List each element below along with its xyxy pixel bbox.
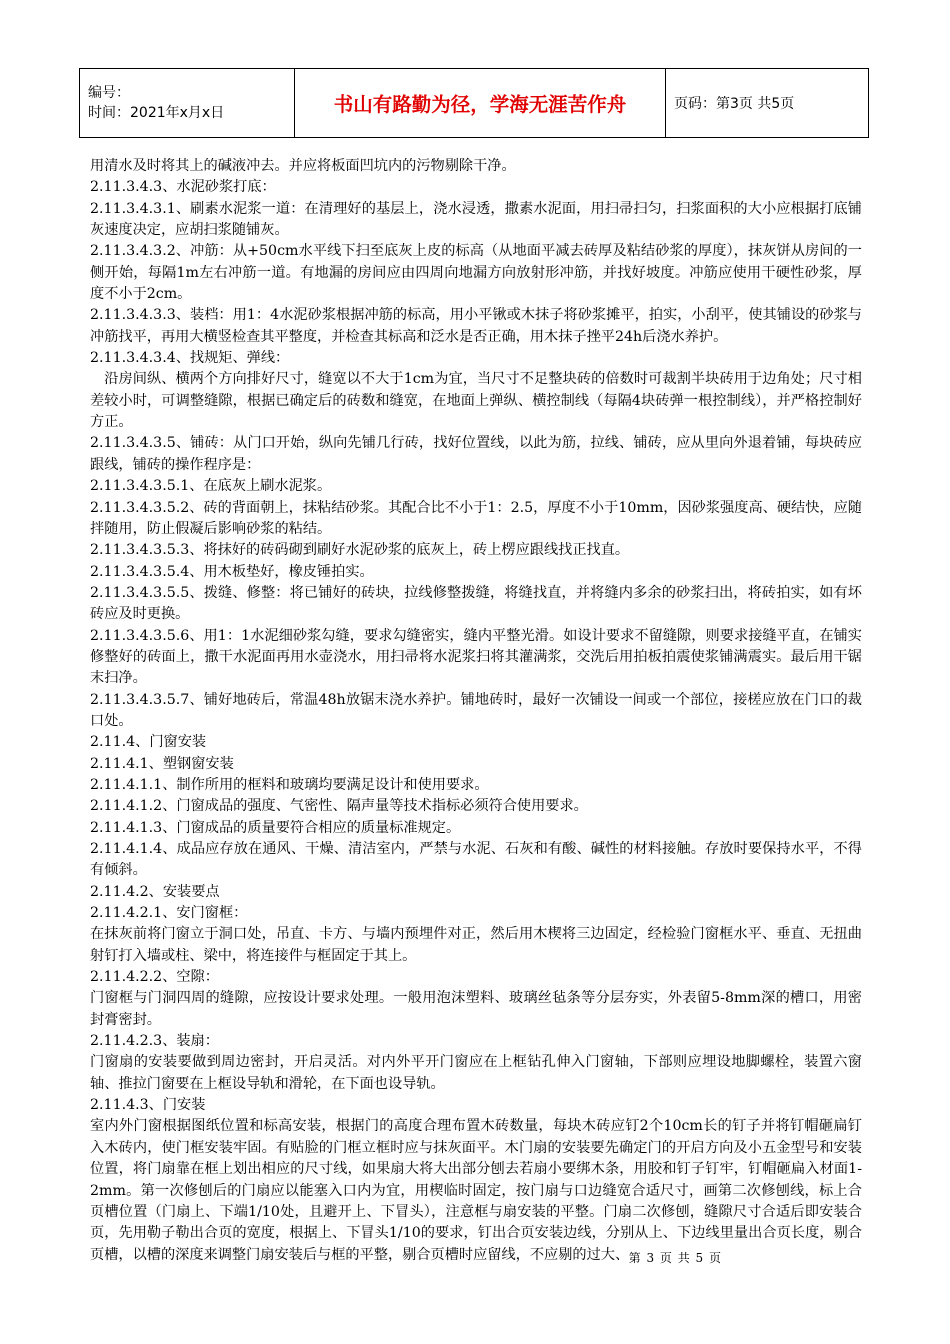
- paragraph: 2.11.3.4.3.5.7、铺好地砖后，常温48h放锯末浇水养护。铺地砖时，最好一次铺设一间或一个部位，接槎应放在门口的裁口处。: [90, 691, 862, 729]
- page-info: 页码：第3页 共5页: [666, 69, 869, 138]
- header-left-cell: [80, 69, 295, 138]
- section-heading: 2.11.4.2.3、装扇：: [90, 1033, 219, 1050]
- paragraph: 2.11.3.4.3.5.6、用1：1水泥细砂浆勾缝，要求勾缝密实，缝内平整光滑。如设计要求不留缝隙，则要求接缝平直，在铺实修整好的砖面上，撒干水泥面再用水壶浇水，用扫帚将水泥浆扫将其灌满浆，交洗后用拍板拍震使浆铺满震实。最后用干锯末扫净。: [90, 627, 862, 687]
- paragraph: 2.11.3.4.3.5.1、在底灰上刷水泥浆。: [90, 478, 332, 495]
- paragraph: 2.11.3.4.3.5.2、砖的背面朝上，抹粘结砂浆。其配合比不小于1：2.5，厚度不小于10mm，因砂浆强度高、硬结快，应随拌随用，防止假凝后影响砂浆的粘结。: [90, 499, 862, 537]
- paragraph: 在抹灰前将门窗立于洞口处，吊直、卡方、与墙内预埋件对正，然后用木楔将三边固定，经检验门窗框水平、垂直、无扭曲射钉打入墙或柱、梁中，将连接件与框固定于其上。: [90, 926, 862, 964]
- paragraph: 2.11.3.4.3.5.5、拨缝、修整：将已铺好的砖块，拉线修整拨缝，将缝找直，并将缝内多余的砂浆扫出，将砖拍实，如有坏砖应及时更换。: [90, 584, 862, 623]
- paragraph: 2.11.3.4.3.3、装档：用1：4水泥砂浆根据冲筋的标高，用小平锹或木抹子将砂浆摊平，拍实，小刮平，使其铺设的砂浆与冲筋找平，再用大横竖检查其平整度，并检查其标高和泛水是否正确，用木抹子挫平24h后浇水养护。: [90, 307, 862, 345]
- paragraph: 2.11.3.4.3.2、冲筋：从+50cm水平线下扫至底灰上皮的标高（从地面平减去砖厚及粘结砂浆的厚度），抹灰饼从房间的一侧开始，每隔1m左右冲筋一道。有地漏的房间应由四周向地漏方向放射形冲筋，并找好坡度。冲筋应使用干硬性砂浆，厚度不小于2cm。: [90, 243, 862, 303]
- paragraph: 2.11.3.4.3.5.4、用木板垫好，橡皮锤拍实。: [90, 563, 374, 580]
- serial-label: 编号：: [88, 85, 130, 101]
- page-footer: 第 3 页 共 5 页: [628, 1251, 722, 1265]
- page-header: [79, 68, 869, 138]
- section-heading: 2.11.4、门窗安装: [90, 734, 207, 751]
- paragraph: 2.11.4.1.4、成品应存放在通风、干燥、清洁室内，严禁与水泥、石灰和有酸、碱性的材料接触。存放时要保持水平，不得有倾斜。: [90, 841, 862, 879]
- section-heading: 2.11.4.3、门安装: [90, 1097, 206, 1114]
- paragraph: 用清水及时将其上的碱液冲去。并应将板面凹坑内的污物剔除干净。: [90, 158, 516, 174]
- section-heading: 2.11.4.1、塑钢窗安装: [90, 755, 234, 772]
- document-body: [90, 156, 862, 1266]
- paragraph: 门窗框与门洞四周的缝隙，应按设计要求处理。一般用泡沫塑料、玻璃丝毡条等分层夯实，外表留5-8mm深的槽口，用密封膏密封。: [90, 990, 862, 1028]
- section-heading: 2.11.4.2.2、空隙：: [90, 969, 219, 986]
- paragraph: 2.11.4.1.2、门窗成品的强度、气密性、隔声量等技术指标必须符合使用要求。: [90, 798, 588, 815]
- paragraph: 2.11.3.4.3.5.3、将抹好的砖码砌到刷好水泥砂浆的底灰上，砖上楞应跟线找正找直。: [90, 542, 630, 559]
- section-heading: 2.11.4.2.1、安门窗框：: [90, 905, 248, 922]
- paragraph: 2.11.3.4.3.1、刷素水泥浆一道：在清理好的基层上，浇水浸透，撒素水泥面，用扫帚扫匀，扫浆面积的大小应根据打底铺灰速度决定，应胡扫浆随铺灰。: [90, 200, 862, 239]
- date-label: 时间：2021年x月x日: [88, 105, 225, 121]
- paragraph: 门窗扇的安装要做到周边密封，开启灵活。对内外平开门窗应在上框钻孔伸入门窗轴，下部则应埋设地脚螺栓，装置六窗轴、推拉门窗要在上框设导轨和滑轮，在下面也设导轨。: [90, 1054, 862, 1092]
- paragraph: 2.11.3.4.3.5、铺砖：从门口开始，纵向先铺几行砖，找好位置线，以此为筋，拉线、铺砖，应从里向外退着铺，每块砖应跟线，铺砖的操作程序是：: [90, 435, 862, 473]
- motto: 书山有路勤为径，学海无涯苦作舟: [295, 69, 666, 138]
- paragraph: 2.11.3.4.3.4、找规矩、弹线：: [90, 350, 290, 367]
- section-heading: 2.11.4.2、安装要点: [90, 883, 220, 900]
- paragraph: 2.11.3.4.3、水泥砂浆打底：: [90, 179, 276, 196]
- paragraph: 室内外门窗根据图纸位置和标高安装，根据门的高度合理布置木砖数量，每块木砖应钉2个10cm长的钉子并将钉帽砸扁钉入木砖内，使门框安装牢固。有贴脸的门框立框时应与抹灰面平。木门扇的安装要先确定门的开启方向及小五金型号和安装位置，将门扇靠在框上划出相应的尺寸线，如果扇大将大出部分刨去若扇小要绑木条，用胶和钉子钉牢，钉帽砸扁入材面1-2mm。第一次修刨后的门扇应以能塞入口内为宜，用楔临时固定，按门扇与口边缝宽合适尺寸，画第二次修刨线，标上合页槽位置（门扇上、下端1/10处，且避开上、下冒头），注意框与扇安装的平整。门扇二次修刨，缝隙尺寸合适后即安装合页，先用勒子勒出合页的宽度，根据上、下冒头1/10的要求，钉出合页安装边线，分别从上、下边线里量出合页长度，剔合页槽，以槽的深度来调整门扇安装后与框的平整，剔合页槽时应留线，不应剔的过大、: [90, 1118, 862, 1263]
- paragraph: 沿房间纵、横两个方向排好尺寸，缝宽以不大于1cm为宜，当尺寸不足整块砖的倍数时可裁割半块砖用于边角处；尺寸相差较小时，可调整缝隙，根据已确定后的砖数和缝宽，在地面上弹纵、横控制线（每隔4块砖弹一根控制线），并严格控制好方正。: [90, 371, 862, 431]
- paragraph: 2.11.4.1.3、门窗成品的质量要符合相应的质量标准规定。: [90, 819, 461, 836]
- paragraph: 2.11.4.1.1、制作所用的框料和玻璃均要满足设计和使用要求。: [90, 776, 489, 793]
